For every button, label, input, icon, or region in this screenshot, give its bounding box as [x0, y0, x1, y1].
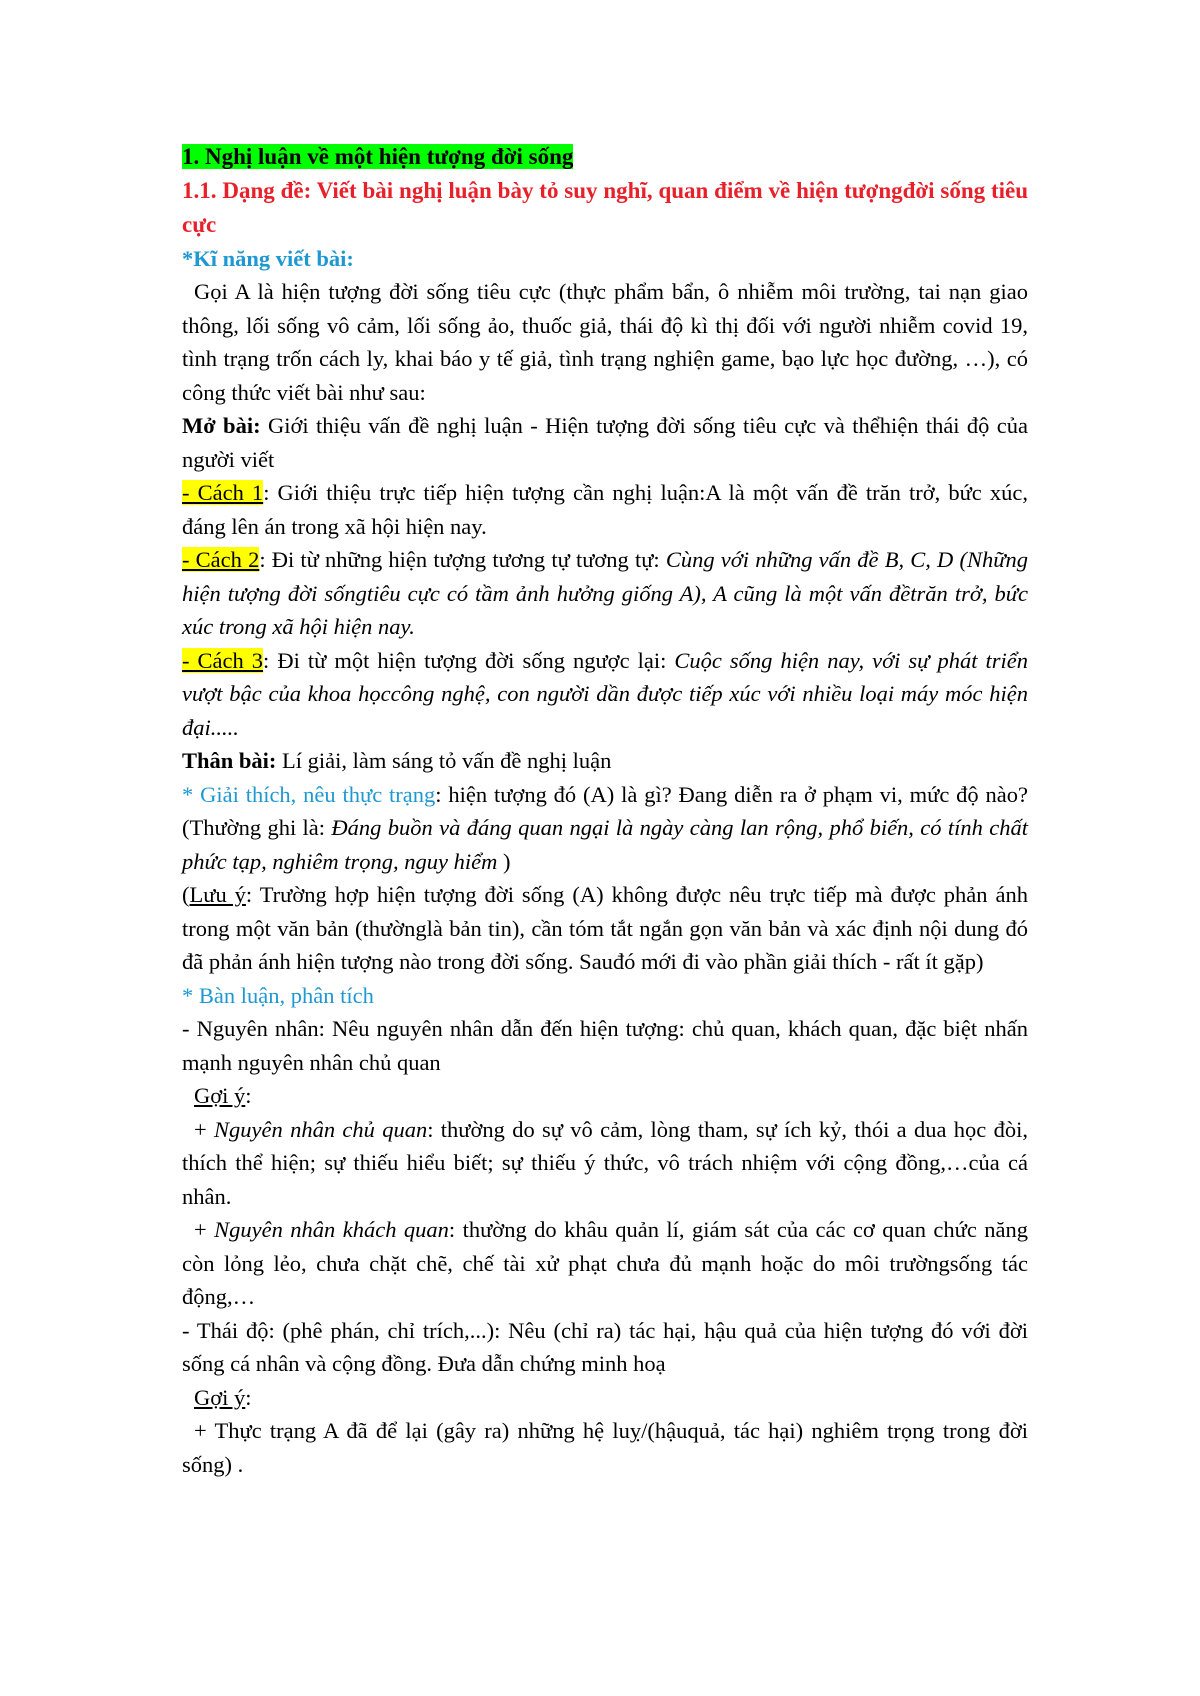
ban-luan-heading: * Bàn luận, phân tích: [182, 982, 374, 1008]
mo-bai-text: Giới thiệu vấn đề nghị luận - Hiện tượng đời sống tiêu cực và thểhiện thái độ của người viết: [182, 413, 1029, 472]
khach-quan-label: Nguyên nhân khách quan: [214, 1217, 449, 1242]
mo-bai-label: Mở bài:: [182, 413, 261, 438]
khach-quan-prefix: +: [194, 1217, 215, 1242]
luu-y-label: Lưu ý: [189, 882, 246, 907]
document-page: [182, 140, 1028, 1481]
thai-do-paragraph: - Thái độ: (phê phán, chỉ trích,...): Nêu (chỉ ra) tác hại, hậu quả của hiện tượng đó với đời sống cá nhân và cộng đồng. Đưa dẫn chứng minh hoạ: [182, 1317, 1028, 1376]
cach-1-text: : Giới thiệu trực tiếp hiện tượng cần nghị luận:A là một vấn đề trăn trở, bức xúc, đáng lên án trong xã hội hiện nay.: [182, 480, 1028, 539]
skills-heading: *Kĩ năng viết bài:: [182, 245, 354, 271]
cach-3-text: : Đi từ một hiện tượng đời sống ngược lại:: [263, 647, 675, 673]
cach-2-text: : Đi từ những hiện tượng tương tự tương tự:: [259, 547, 666, 572]
goi-y-1-colon: :: [245, 1083, 252, 1108]
chu-quan-text: : thường do sự vô cảm, lòng tham, sự ích kỷ, thói a dua học đòi, thích thể hiện; sự thiếu hiểu biết; sự thiếu ý thức, vô trách nhiệm với cộng đồng,…của cá nhân.: [182, 1116, 1028, 1209]
nguyen-nhan-paragraph: - Nguyên nhân: Nêu nguyên nhân dẫn đến hiện tượng: chủ quan, khách quan, đặc biệt nhấn mạnh nguyên nhân chủ quan: [182, 1016, 1028, 1075]
intro-paragraph: Gọi A là hiện tượng đời sống tiêu cực (thực phẩm bẩn, ô nhiễm môi trường, tai nạn giao thông, lối sống vô cảm, lối sống ảo, thuốc giả, thái độ kì thị đối với người nhiễm covid 19, tình trạng trốn cách ly, khai báo y tế giả, tình trạng nghiện game, bạo lực học đường, …), có công thức viết bài như sau:: [182, 279, 1028, 405]
section-title: [182, 140, 1028, 174]
giai-thich-example: Đáng buồn và đáng quan ngại là ngày càng lan rộng, phổ biến, có tính chất phức tạp, nghiêm trọng, nguy hiểm: [182, 815, 1028, 874]
goi-y-1-label: Gợi ý: [194, 1083, 246, 1108]
goi-y-1: [182, 1079, 1028, 1113]
cach-1-paragraph: [182, 476, 1028, 543]
chu-quan-prefix: +: [194, 1116, 215, 1142]
cach-3-paragraph: [182, 644, 1028, 745]
cach-2-example: Cùng với những vấn đề B, C, D (Những hiện tượng đời sốngtiêu cực có tầm ảnh hưởng giống A), A cũng là một vấn đềtrăn trở, bức xúc trong xã hội hiện nay.: [182, 547, 1028, 639]
khach-quan-paragraph: [182, 1213, 1028, 1314]
giai-thich-end: ): [497, 848, 511, 874]
goi-y-2-label: Gợi ý: [194, 1384, 246, 1410]
giai-thich-paragraph: [182, 778, 1028, 879]
goi-y-2-colon: :: [245, 1384, 252, 1410]
goi-y-2: [182, 1381, 1028, 1415]
cach-2-paragraph: [182, 543, 1028, 644]
than-bai-paragraph: [182, 744, 1028, 778]
cach-3-label: - Cách 3: [182, 647, 264, 673]
luu-y-open: (: [182, 882, 190, 907]
giai-thich-label: * Giải thích, nêu thực trạng: [182, 781, 436, 807]
chu-quan-label: Nguyên nhân chủ quan: [214, 1116, 428, 1142]
thuc-trang-paragraph: + Thực trạng A đã để lại (gây ra) những hệ luỵ/(hậuquả, tác hại) nghiêm trọng trong đời sống) .: [182, 1418, 1028, 1477]
luu-y-paragraph: [182, 878, 1028, 979]
khach-quan-text: : thường do khâu quản lí, giám sát của các cơ quan chức năng còn lỏng lẻo, chưa chặt chẽ, chế tài xử phạt chưa đủ mạnh hoặc do môi trườngsống tác động,…: [182, 1217, 1028, 1309]
giai-thich-text: : hiện tượng đó (A) là gì? Đang diễn ra ở phạm vi, mức độ nào? (Thường ghi là:: [182, 781, 1028, 840]
cach-1-label: - Cách 1: [182, 480, 264, 505]
than-bai-label: Thân bài:: [182, 748, 277, 773]
cach-2-label: - Cách 2: [182, 547, 260, 572]
than-bai-text: Lí giải, làm sáng tỏ vấn đề nghị luận: [276, 748, 612, 773]
chu-quan-paragraph: [182, 1113, 1028, 1214]
luu-y-text: : Trường hợp hiện tượng đời sống (A) không được nêu trực tiếp mà được phản ánh trong một văn bản (thườnglà bản tin), cần tóm tắt ngắn gọn văn bản và xác định nội dung đó đã phản ánh hiện tượng nào trong đời sống. Sauđó mới đi vào phần giải thích - rất ít gặp): [182, 882, 1028, 974]
mo-bai-paragraph: [182, 409, 1028, 476]
cach-3-example: Cuộc sống hiện nay, với sự phát triển vượt bậc của khoa họccông nghệ, con người dần được tiếp xúc với nhiều loại máy móc hiện đại.....: [182, 647, 1028, 740]
subsection-title: 1.1. Dạng đề: Viết bài nghị luận bày tỏ suy nghĩ, quan điểm về hiện tượngđời sống tiêu cực: [182, 177, 1028, 237]
section-title-text: 1. Nghị luận về một hiện tượng đời sống: [182, 144, 574, 169]
